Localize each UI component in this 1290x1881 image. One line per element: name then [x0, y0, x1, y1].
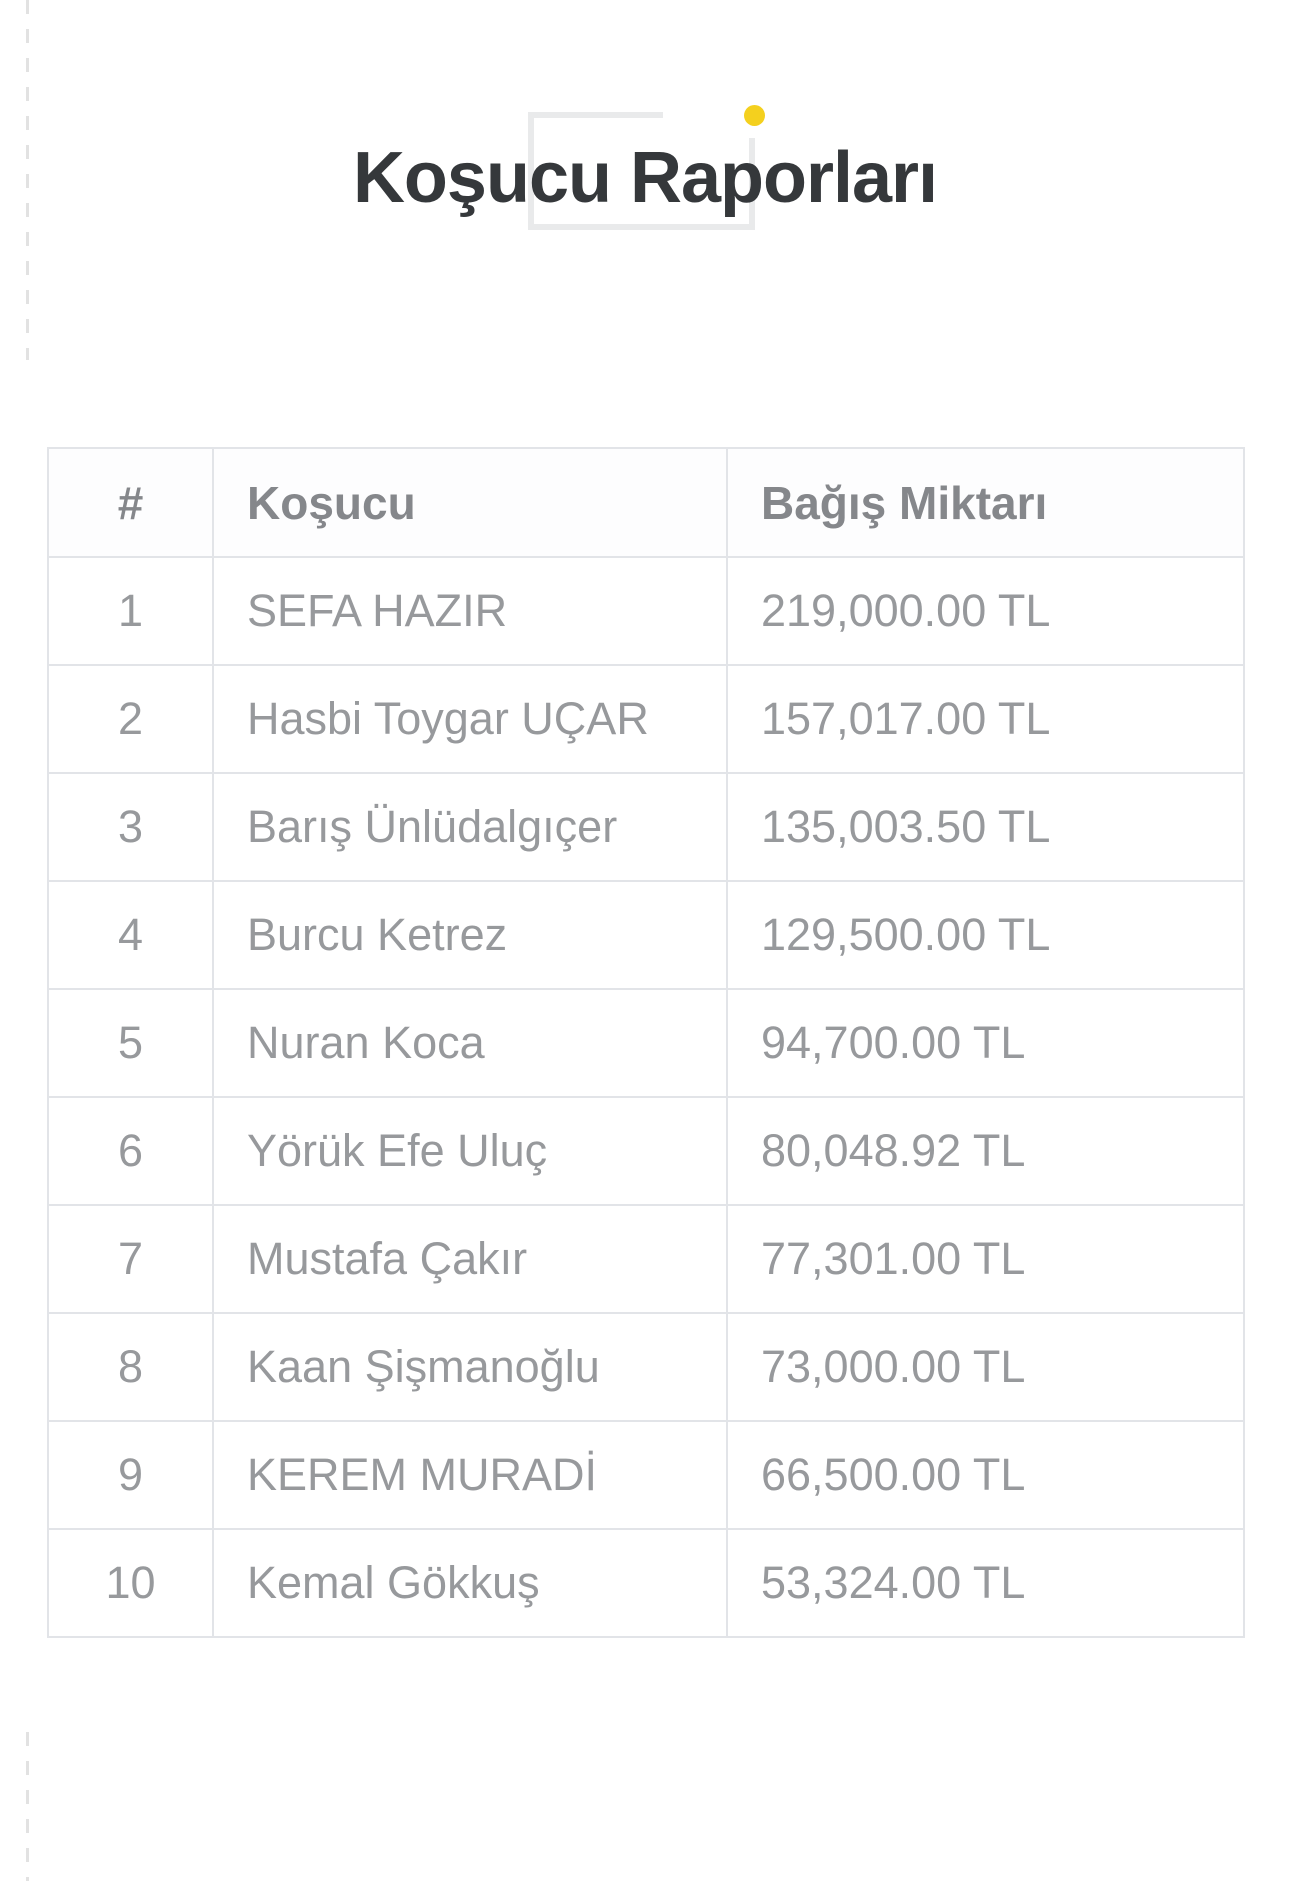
table-row	[48, 557, 1244, 665]
table-row	[48, 1313, 1244, 1421]
amount-cell: 73,000.00 TL	[727, 1313, 1244, 1421]
table-row	[48, 1205, 1244, 1313]
rank-cell: 8	[48, 1313, 213, 1421]
table-header	[48, 448, 1244, 557]
yellow-dot-icon	[744, 105, 765, 126]
runner-name-cell: Nuran Koca	[213, 989, 727, 1097]
column-header-rank: #	[48, 448, 213, 557]
rank-cell: 2	[48, 665, 213, 773]
amount-cell: 129,500.00 TL	[727, 881, 1244, 989]
rank-cell: 3	[48, 773, 213, 881]
runner-name-cell: KEREM MURADİ	[213, 1421, 727, 1529]
dashed-line-bottom	[26, 1732, 29, 1881]
title-section	[0, 0, 1290, 300]
runner-name-cell: Kaan Şişmanoğlu	[213, 1313, 727, 1421]
amount-cell: 66,500.00 TL	[727, 1421, 1244, 1529]
table-row	[48, 881, 1244, 989]
table-header-row	[48, 448, 1244, 557]
table-body	[48, 557, 1244, 1637]
amount-cell: 135,003.50 TL	[727, 773, 1244, 881]
amount-cell: 77,301.00 TL	[727, 1205, 1244, 1313]
runner-name-cell: SEFA HAZIR	[213, 557, 727, 665]
rank-cell: 1	[48, 557, 213, 665]
rank-cell: 7	[48, 1205, 213, 1313]
amount-cell: 157,017.00 TL	[727, 665, 1244, 773]
rank-cell: 4	[48, 881, 213, 989]
table-row	[48, 1097, 1244, 1205]
runner-name-cell: Burcu Ketrez	[213, 881, 727, 989]
page-title: Koşucu Raporları	[352, 138, 938, 218]
table-row	[48, 1529, 1244, 1637]
runner-name-cell: Kemal Gökkuş	[213, 1529, 727, 1637]
amount-cell: 94,700.00 TL	[727, 989, 1244, 1097]
table-row	[48, 773, 1244, 881]
table-row	[48, 989, 1244, 1097]
table-row	[48, 1421, 1244, 1529]
runner-name-cell: Mustafa Çakır	[213, 1205, 727, 1313]
runner-name-cell: Barış Ünlüdalgıçer	[213, 773, 727, 881]
column-header-amount: Bağış Miktarı	[727, 448, 1244, 557]
runner-name-cell: Hasbi Toygar UÇAR	[213, 665, 727, 773]
runner-name-cell: Yörük Efe Uluç	[213, 1097, 727, 1205]
decor-frame-top-segment	[534, 112, 663, 118]
rank-cell: 9	[48, 1421, 213, 1529]
amount-cell: 219,000.00 TL	[727, 557, 1244, 665]
rank-cell: 10	[48, 1529, 213, 1637]
rank-cell: 6	[48, 1097, 213, 1205]
amount-cell: 53,324.00 TL	[727, 1529, 1244, 1637]
donation-report-table	[47, 447, 1245, 1638]
table-row	[48, 665, 1244, 773]
column-header-runner: Koşucu	[213, 448, 727, 557]
amount-cell: 80,048.92 TL	[727, 1097, 1244, 1205]
rank-cell: 5	[48, 989, 213, 1097]
